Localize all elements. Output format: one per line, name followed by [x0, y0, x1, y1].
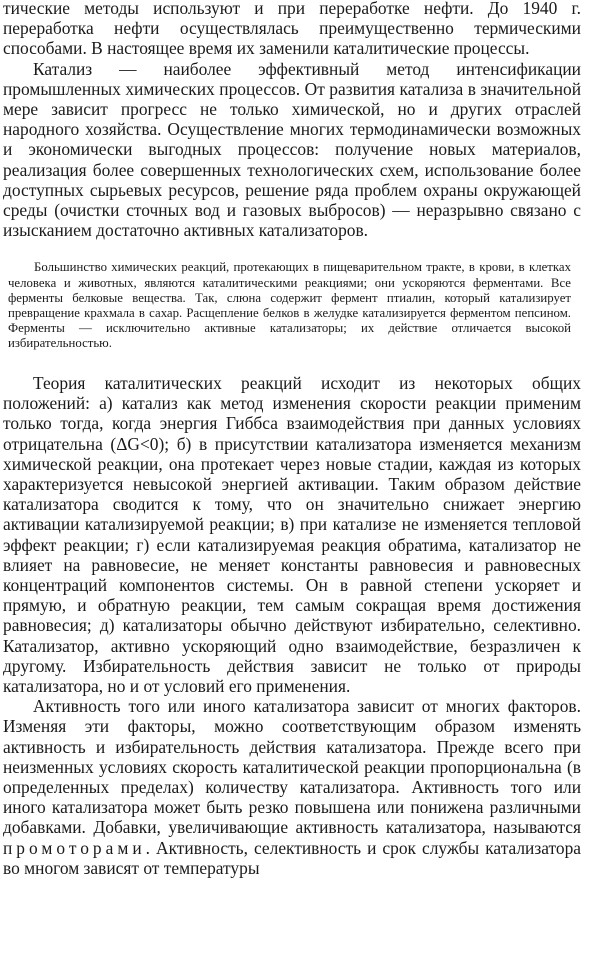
paragraph-text-part: Активность того или иного катализатора зависит от многих факторов. Изменяя эти факторы, можно соответствующим образом изменять активность и избирательность действия катализатора. Прежде всего при неизменных условиях скорость каталитической реакции пропорциональна (в определенных пределах) количеству катализатора. Активность того или иного катализатора может быть резко повышена или понижена различными добавками. Добавки, увеличивающие активность катализатора, называются	[3, 696, 581, 838]
paragraph-continuation: тические методы используют и при переработке нефти. До 1940 г. переработка нефти осуществлялась преимущественно термическими способами. В настоящее время их заменили каталитические процессы.	[3, 0, 581, 59]
term-promoters: промоторами	[3, 837, 146, 858]
paragraph-text-part: . Активность, селективность и срок службы катализатора во многом зависят от температуры	[3, 837, 581, 878]
paragraph-catalysis-intro: Катализ — наиболее эффективный метод интенсификации промышленных химических процессов. От развития катализа в значительной мере зависит прогресс не только химической, но и других отраслей народного хозяйства. Осуществление многих термодинамически возможных и экономически выгодных процессов: получение новых материалов, реализация более совершенных технологических схем, использование более доступных сырьевых ресурсов, решение ряда проблем охраны окружающей среды (очистки сточных вод и газовых выбросов) — неразрывно связано с изысканием достаточно активных катализаторов.	[3, 58, 581, 241]
paragraph-catalyst-activity	[3, 696, 581, 878]
paragraph-catalysis-theory: Теория каталитических реакций исходит из некоторых общих положений: а) катализ как метод изменения скорости реакции применим только тогда, когда энергия Гиббса взаимодействия при данных условиях отрицательна (ΔG<0); б) в присутствии катализатора изменяется механизм химической реакции, она протекает через новые стадии, каждая из которых характеризуется невысокой энергией активации. Таким образом действие катализатора сводится к тому, что он значительно снижает энергию активации катализируемой реакции; в) при катализе не изменяется тепловой эффект реакции; г) если катализируемая реакция обратима, катализатор не влияет на равновесие, не меняет константы равновесия и равновесных концентраций компонентов системы. Он в равной степени ускоряет и прямую, и обратную реакции, тем самым сокращая время достижения равновесия; д) катализаторы обычно действуют избирательно, селективно. Катализатор, активно ускоряющий одно взаимодействие, безразличен к другому. Избирательность действия зависит не только от природы катализатора, но и от условий его применения.	[3, 373, 581, 697]
footnote-enzymes: Большинство химических реакций, протекающих в пищеварительном тракте, в крови, в клетках человека и животных, являются каталитическими реакциями; они ускоряются ферментами. Все ферменты белковые вещества. Так, слюна содержит фермент птиалин, который катализирует превращение крахмала в сахар. Расщепление белков в желудке катализируется ферментом пепсином. Ферменты — исключительно активные катализаторы; их действие отличается высокой избирательностью.	[8, 260, 571, 350]
